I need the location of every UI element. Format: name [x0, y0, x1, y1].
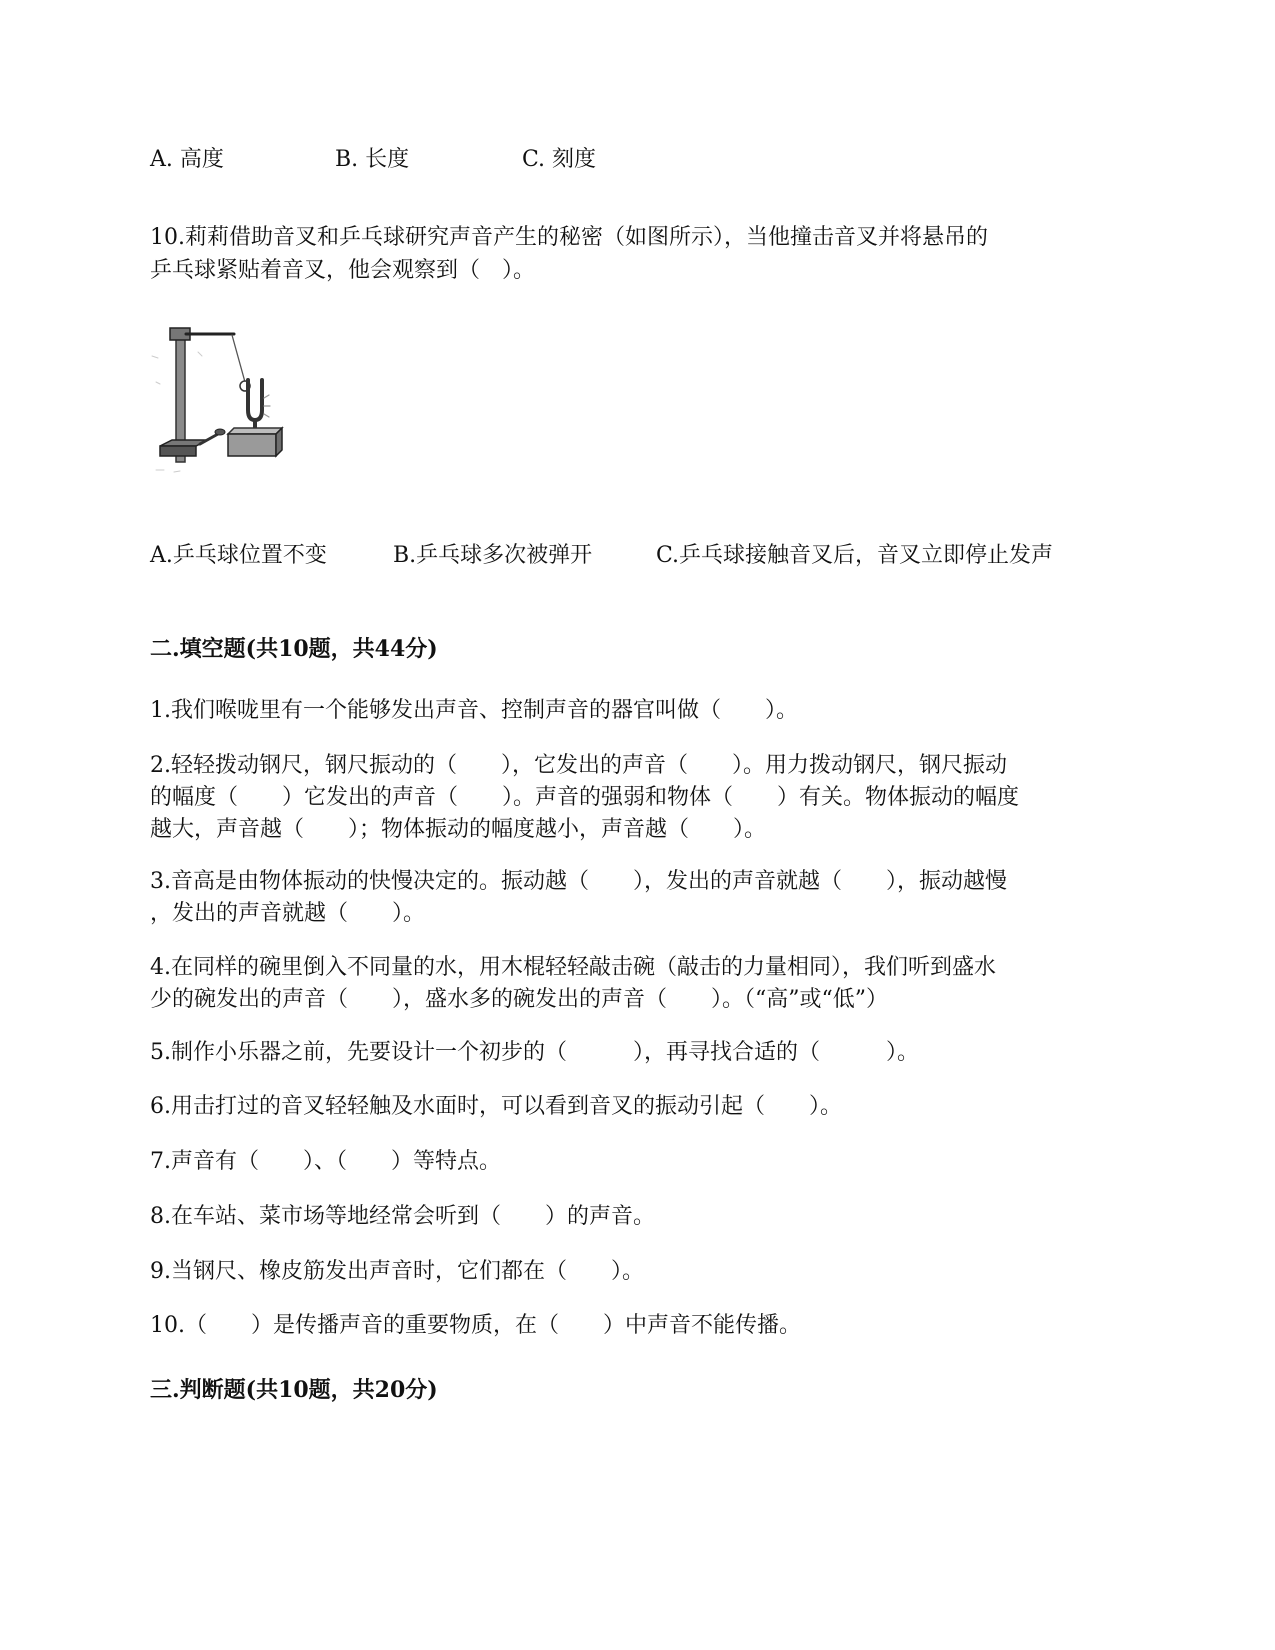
q10-option-a: A.乒乓球位置不变 [150, 543, 327, 568]
tuning-fork-pingpong-figure [150, 322, 290, 502]
q10-stem-line1: 10.莉莉借助音叉和乒乓球研究声音产生的秘密（如图所示），当他撞击音叉并将悬吊的 [150, 225, 988, 250]
fill-q10: 10.（ ）是传播声音的重要物质，在（ ）中声音不能传播。 [150, 1313, 801, 1338]
section-3-heading: 三.判断题(共10题，共20分) [150, 1377, 438, 1403]
fill-q7: 7.声音有（ ）、（ ）等特点。 [150, 1149, 501, 1174]
q9-option-b: B. 长度 [335, 147, 410, 172]
fill-q5: 5.制作小乐器之前，先要设计一个初步的（ ），再寻找合适的（ ）。 [150, 1040, 919, 1065]
fill-q1: 1.我们喉咙里有一个能够发出声音、控制声音的器官叫做（ ）。 [150, 698, 798, 723]
q9-option-c: C. 刻度 [522, 147, 597, 172]
fill-q2-line3: 越大，声音越（ ）；物体振动的幅度越小，声音越（ ）。 [150, 817, 767, 842]
fill-q4-line2: 少的碗发出的声音（ ），盛水多的碗发出的声音（ ）。（“高”或“低”） [150, 987, 888, 1012]
fill-q4-line1: 4.在同样的碗里倒入不同量的水，用木棍轻轻敲击碗（敲击的力量相同），我们听到盛水 [150, 955, 996, 980]
fill-q3-line2: ，发出的声音就越（ ）。 [150, 901, 426, 926]
q9-option-a: A. 高度 [150, 147, 224, 172]
q10-option-b: B.乒乓球多次被弹开 [393, 543, 593, 568]
fill-q2-line2: 的幅度（ ）它发出的声音（ ）。声音的强弱和物体（ ）有关。物体振动的幅度 [150, 785, 1020, 810]
q10-option-c: C.乒乓球接触音叉后，音叉立即停止发声 [656, 543, 1054, 568]
section-2-heading: 二.填空题(共10题，共44分) [150, 636, 438, 662]
fill-q3-line1: 3.音高是由物体振动的快慢决定的。振动越（ ），发出的声音就越（ ），振动越慢 [150, 869, 1007, 894]
fill-q9: 9.当钢尺、橡皮筋发出声音时，它们都在（ ）。 [150, 1259, 644, 1284]
fill-q6: 6.用击打过的音叉轻轻触及水面时，可以看到音叉的振动引起（ ）。 [150, 1094, 842, 1119]
fill-q2-line1: 2.轻轻拨动钢尺，钢尺振动的（ ），它发出的声音（ ）。用力拨动钢尺，钢尺振动 [150, 753, 1007, 778]
q10-stem-line2: 乒乓球紧贴着音叉，他会观察到（ ）。 [150, 258, 536, 283]
fill-q8: 8.在车站、菜市场等地经常会听到（ ）的声音。 [150, 1204, 655, 1229]
